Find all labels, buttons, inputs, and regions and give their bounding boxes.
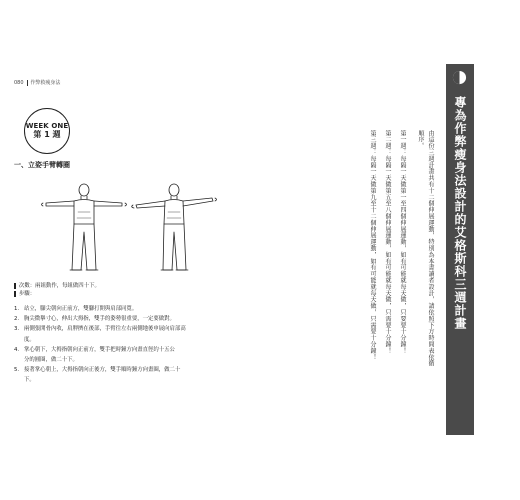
step-item — [14, 304, 250, 314]
half-circle-icon — [452, 70, 467, 85]
header-divider — [27, 80, 28, 86]
book-title: 作弊救瘦身法 — [30, 80, 61, 86]
intro-text-continued: 順序。 — [417, 130, 424, 150]
step-text: 分的圓圈，做二十下。 — [24, 357, 78, 364]
step-text: 下。 — [24, 377, 35, 384]
steps-label-line — [14, 290, 250, 298]
section-title: 一、立姿手臂轉圈 — [14, 161, 70, 169]
exercise-info — [14, 282, 250, 298]
reps-text: 次數：兩組動作，每組做四十下。 — [19, 283, 100, 289]
chapter-title: 專為作弊瘦身法設計的艾格斯科三週計畫 — [453, 96, 467, 330]
step-item — [14, 365, 250, 375]
step-number — [14, 335, 24, 345]
steps-list — [14, 304, 250, 386]
step-text: 度。 — [24, 336, 35, 343]
intro-text: 由這份三週計畫共有十二個伸展運動，特別為本書讀者設計，請依照下方時間表依循 — [427, 130, 434, 367]
week-badge-chinese: 第 1 週 — [33, 130, 61, 139]
bullet-mark — [14, 291, 16, 297]
step-number: 2. — [14, 316, 20, 323]
step-item — [14, 355, 250, 365]
schedule-week-2: 第二週：每隔一天做第五至八個伸展運動，如有可能就每天做，只需要十分鐘！ — [384, 130, 391, 354]
step-number: 4. — [14, 346, 20, 353]
schedule-week-3: 第三週：每隔一天做第九至十二個伸展運動，如有可能就每天做，只需要十分鐘！ — [369, 130, 376, 361]
page-number: 080 — [14, 79, 24, 86]
step-number: 1. — [14, 306, 20, 312]
step-text: 胸尖微擧寸心，伸出大拇指，雙手的姿勢很重要，一定要做對。 — [24, 316, 175, 323]
step-number — [14, 375, 24, 385]
week-badge-english: WEEK ONE — [25, 122, 69, 130]
step-item — [14, 335, 250, 345]
step-number — [14, 355, 24, 365]
step-number: 5. — [14, 367, 20, 374]
step-text: 站立，腳尖朝向正前方，雙腳打開與肩部同寬。 — [24, 306, 138, 312]
step-text: 兩側張開骨內收，肩胛擠在後部，手臂往左右兩側地後申展向肩部高 — [24, 326, 186, 333]
exercise-illustration-front — [34, 182, 134, 272]
reps-line — [14, 282, 250, 290]
step-item — [14, 345, 250, 355]
bullet-mark — [14, 283, 16, 289]
step-item — [14, 314, 250, 324]
steps-label: 步驟： — [19, 291, 36, 297]
schedule-week-1: 第一週：每隔一天做第一至四個伸展運動，如有可能就每天做，只要要十分鐘！ — [399, 130, 406, 354]
step-text: 掌心朝下，大拇指朝向正前方，雙手把時鐘方向畫直徑約十五公 — [24, 346, 175, 353]
week-badge — [24, 108, 70, 154]
step-item — [14, 324, 250, 334]
step-item — [14, 375, 250, 385]
step-text: 接著掌心朝上，大拇指朝向正後方，雙手順時鐘方向畫圈，做二十 — [24, 367, 181, 374]
exercise-illustration-side — [126, 182, 226, 272]
page-header — [14, 79, 60, 86]
step-number: 3. — [14, 326, 20, 333]
